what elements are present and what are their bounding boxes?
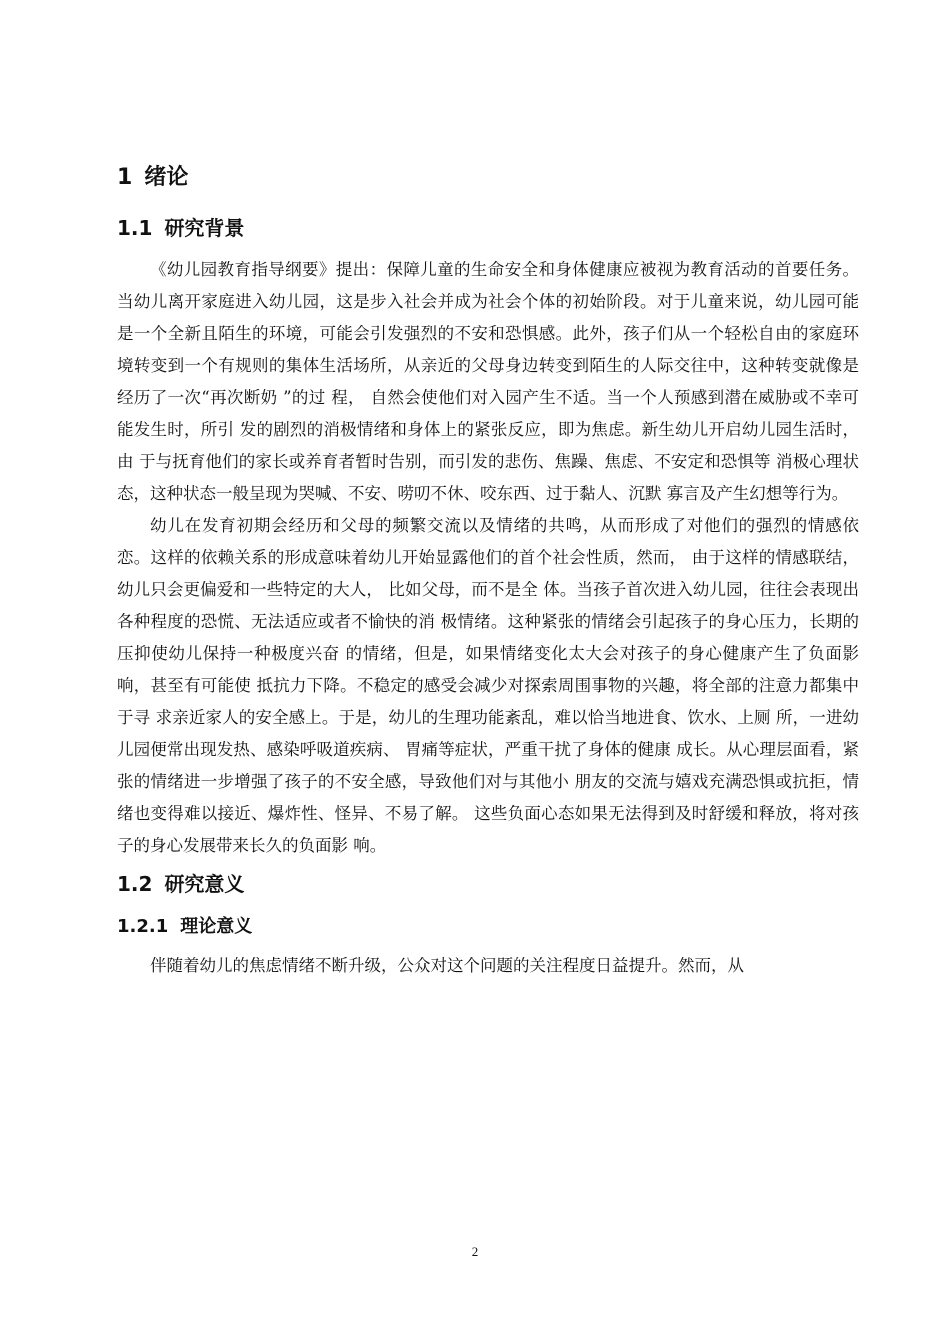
section-title: 研究背景 [164,216,245,240]
subsection-number: 1.2.1 [117,916,169,937]
section-heading-1-1 [117,210,859,246]
section-heading-1-2 [117,866,859,902]
chapter-title: 绪论 [144,165,189,190]
subsection-title: 理论意义 [180,916,253,937]
chapter-number: 1 [117,165,133,190]
section-number: 1.2 [117,872,153,896]
section-number: 1.1 [117,216,153,240]
chapter-heading [117,160,859,196]
paragraph: 幼儿在发育初期会经历和父母的频繁交流以及情绪的共鸣，从而形成了对他们的强烈的情感依恋。这样的依赖关系的形成意味着幼儿开始显露他们的首个社会性质，然而， 由于这样的情感联结，幼儿只会更偏爱和一些特定的大人， 比如父母，而不是全 体。当孩子首次进入幼儿园，往往会表现出各种程度的恐慌、无法适应或者不愉快的消 极情绪。这种紧张的情绪会引起孩子的身心压力，长期的压抑使幼儿保持一种极度兴奋 的情绪，但是，如果情绪变化太大会对孩子的身心健康产生了负面影响，甚至有可能使 抵抗力下降。不稳定的感受会减少对探索周围事物的兴趣，将全部的注意力都集中于寻 求亲近家人的安全感上。于是，幼儿的生理功能紊乱，难以恰当地进食、饮水、上厕 所，一进幼儿园便常出现发热、感染呼吸道疾病、 胃痛等症状，严重干扰了身体的健康 成长。从心理层面看，紧张的情绪进一步增强了孩子的不安全感，导致他们对与其他小 朋友的交流与嬉戏充满恐惧或抗拒，情绪也变得难以接近、爆炸性、怪异、不易了解。 这些负面心态如果无法得到及时舒缓和释放，将对孩子的身心发展带来长久的负面影 响。 [117,516,859,855]
section-title: 研究意义 [164,872,245,896]
page-number: 2 [471,1244,479,1259]
paragraph: 伴随着幼儿的焦虑情绪不断升级，公众对这个问题的关注程度日益提升。然而，从 [150,956,744,975]
paragraph: 《幼儿园教育指导纲要》提出：保障儿童的生命安全和身体健康应被视为教育活动的首要任务。当幼儿离开家庭进入幼儿园，这是步入社会并成为社会个体的初始阶段。对于儿童来说，幼儿园可能是一个全新且陌生的环境，可能会引发强烈的不安和恐惧感。此外，孩子们从一个轻松自由的家庭环境转变到一个有规则的集体生活场所，从亲近的父母身边转变到陌生的人际交往中，这种转变就像是经历了一次“再次断奶 ”的过 程， 自然会使他们对入园产生不适。当一个人预感到潜在威胁或不幸可能发生时，所引 发的剧烈的消极情绪和身体上的紧张反应，即为焦虑。新生幼儿开启幼儿园生活时，由 于与抚育他们的家长或养育者暂时告别，而引发的悲伤、焦躁、焦虑、不安定和恐惧等 消极心理状态，这种状态一般呈现为哭喊、不安、唠叨不休、咬东西、过于黏人、沉默 寡言及产生幻想等行为。 [117,260,859,503]
page-body [117,160,859,982]
subsection-heading-1-2-1 [117,910,859,944]
